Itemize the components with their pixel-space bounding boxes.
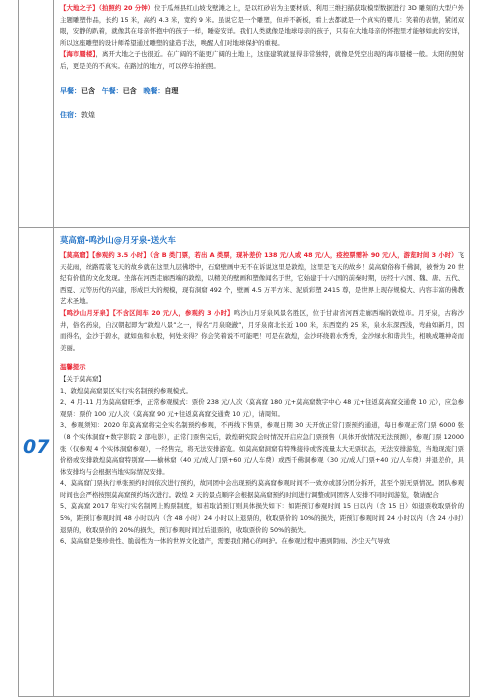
daziran-paragraph [60, 3, 464, 49]
tip-item: 4、莫高窟门票执行单张预约时间依次进行预约，故同团中会出现预约莫高窟参观时间不一致亦或部分团分拆开，甚至个别无票情况。团队参观时间也会严格按照莫高窟预约场次进行。敦煌 2 天的景点顺序会根据莫高窟预约时间进行调整或同团客人安排不同时间游览，敬请配合 [60, 479, 464, 499]
day-content-cell [54, 228, 469, 696]
mogao-paragraph [60, 250, 464, 308]
tip-item: 1、敦煌莫高窟景区实行实名制预约参观模式。 [60, 386, 192, 395]
tip-item: 3、参观须知：2020 年莫高窟将完全实名制预约参观，不再线下售票，参观日期 30 天开放正常门票预约通道，每日参观正常门票 6000 张（8 个实体洞窟+数字影院 2 部电影），正常门票售完后，敦煌研究院会时情况开启应急门票预售（具体开放情况无法预测），参观门票 12000 张（仅参观 4 个实体洞窟参观），一经售完，将无法安排游览。如莫高窟洞窟有特殊接待或客流量太大无票状态，无法安排游览，当地现流门票价格或安排敦煌莫高窟特别窟——榆林窟（40 元/成人门票+60 元/人车费）或西千佛洞参观（30 元/成人门票+40 元/人车费）并退差价，具体安排均与会根据当地实际情况安排。 [60, 421, 464, 476]
daziran-heading: 【大地之子】（拍照约 20 分钟） [60, 4, 155, 12]
haishi-paragraph [60, 49, 464, 72]
mingsha-text: 鸣沙山月牙泉风景名胜区，位于甘肃省河西走廊西端的敦煌市。月牙泉，古称沙井，俗名药泉，自汉朝起即为“敦煌八景”之一，得名“月泉晓澈”，月牙泉南北长近 100 米，东西宽约 25 米，泉水东深西浅，弯曲如新月，因而得名，金沙于碧水，就如鱼和水般，何处来得？你会笑着说不可能吧！可是在敦煌，金沙环绕碧水秀秀，金沙绿水和谐共生，相映成趣神奇而美丽。 [60, 308, 464, 352]
tip-item: 6、莫高窟是集珍贵性、脆弱性为一体的世界文化遗产，需要我们精心的呵护。在参观过程中遇到阴雨、沙尘天气导致 [60, 537, 390, 546]
day-row-07 [18, 227, 470, 697]
day-title: 莫高窟-鸣沙山@月牙泉-送火车 [60, 235, 176, 245]
mingsha-heading: 【鸣沙山月牙泉】【不含区间车 20 元/人，参观约 3 小时】 [60, 308, 234, 317]
dinner-value: 自理 [164, 86, 179, 95]
tips-heading: 温馨提示 [60, 363, 86, 372]
mingsha-paragraph [60, 308, 464, 354]
lunch-value: 已含 [122, 86, 137, 95]
breakfast-value: 已含 [81, 86, 95, 95]
dinner-label: 晚餐： [143, 86, 165, 95]
tip-item: 5、莫高窟 2017 年实行实名制网上购票制度，如若取消预订则具体损失如下：如距预订参观时间 15 日以内（含 15 日）如退票收取票价的 5%，距预订参观时间 48 小时以内（含 48 小时）24 小时以上退票的，收取票价的 10%的损失，距预订参观时间 24 小时以内（含 24 小时）退票的，收取票价的 20%的损失，预订参观时间过后退票的，收取票价的 50%的损失。 [60, 502, 464, 534]
lunch-label: 午餐： [101, 86, 123, 95]
daziran-text: 位于瓜州县红山坡戈壁滩之上，是以红砂岩为主要材质、利用三维扫描获取模型数据进行 3D 雕刻的大型户外主题雕塑作品，长约 15 米，高约 4.3 米，宽约 9 米。虽说它是一个雕塑，但并不新板，看上去都就是一个真实的婴儿：笑着的表情，紧闭双眼，安静的趴着，就像其在母亲怀抱中的孩子一样，睡姿安详。我们人类就像是地球母亲的孩子，只有在大地母亲的怀抱里才能够如此的安详，所以这座雕塑的设计师希望通过雕塑的建造手法，唤醒人们对地球保护的重视。 [60, 4, 464, 47]
day-content-cell [54, 0, 469, 227]
breakfast-label: 早餐： [60, 86, 81, 95]
day-number-cell-empty [19, 0, 54, 227]
meals-line [60, 86, 464, 98]
tips-subheading: 【关于莫高窟】 [60, 374, 105, 383]
stay-label: 住宿： [60, 111, 81, 120]
itinerary-table [18, 0, 470, 696]
day-number: 07 [23, 436, 50, 458]
tip-item: 2、4 月-11 月为莫高窟旺季，正常参观模式：票价 238 元/人次（莫高窟 180 元+莫高窟数字中心 48 元+往返莫高窟交通费 10 元），应急参观票：票价 100 元/人次（莫高窟 90 元+往返莫高窟交通费 10 元），请周知。 [60, 398, 464, 418]
stay-value: 敦煌 [81, 111, 95, 120]
stay-line [60, 110, 464, 122]
day-number-cell [19, 228, 54, 696]
mogao-heading: 【莫高窟】【参观约 3.5 小时】（含 B 类门票，若出 A 类票，现补差价 138 元/人或 48 元/人，疫控票需补 90 元/人，游览时间 3 小时） [60, 251, 458, 259]
mogao-text: 飞天花雨，丝路霓裳飞天的故乡就在这里九层佛塔中，石窟壁画中无不在诉说这里是敦煌，这里是飞天的故乡！莫高窟俗称千佛洞，被誉为 20 世纪有价值的文化发现。坐落在河西走廊西端的敦煌，以精美的壁画和塑像闻名于世，它始建于十六国的前秦时期，历经十六国、魏、唐、五代、西夏、元等历代的兴建，形成巨大的规模，现有洞窟 492 个，壁画 4.5 万平方米、泥质彩塑 2415 尊，是世界上现存规模大、内容丰富的佛教艺术圣地。 [60, 251, 464, 306]
day-row-previous [18, 0, 470, 228]
haishi-heading: 【海市蜃楼】 [60, 50, 96, 59]
haishi-text: ，离开大地之子也很近。在广阔的不能更广阔的土地上，这座建筑就显得非常独特，就像是凭空出现的海市蜃楼一般。太阳的照射后，更是美的不真实。在路过的地方，可以停车拍拍照。 [60, 50, 464, 70]
